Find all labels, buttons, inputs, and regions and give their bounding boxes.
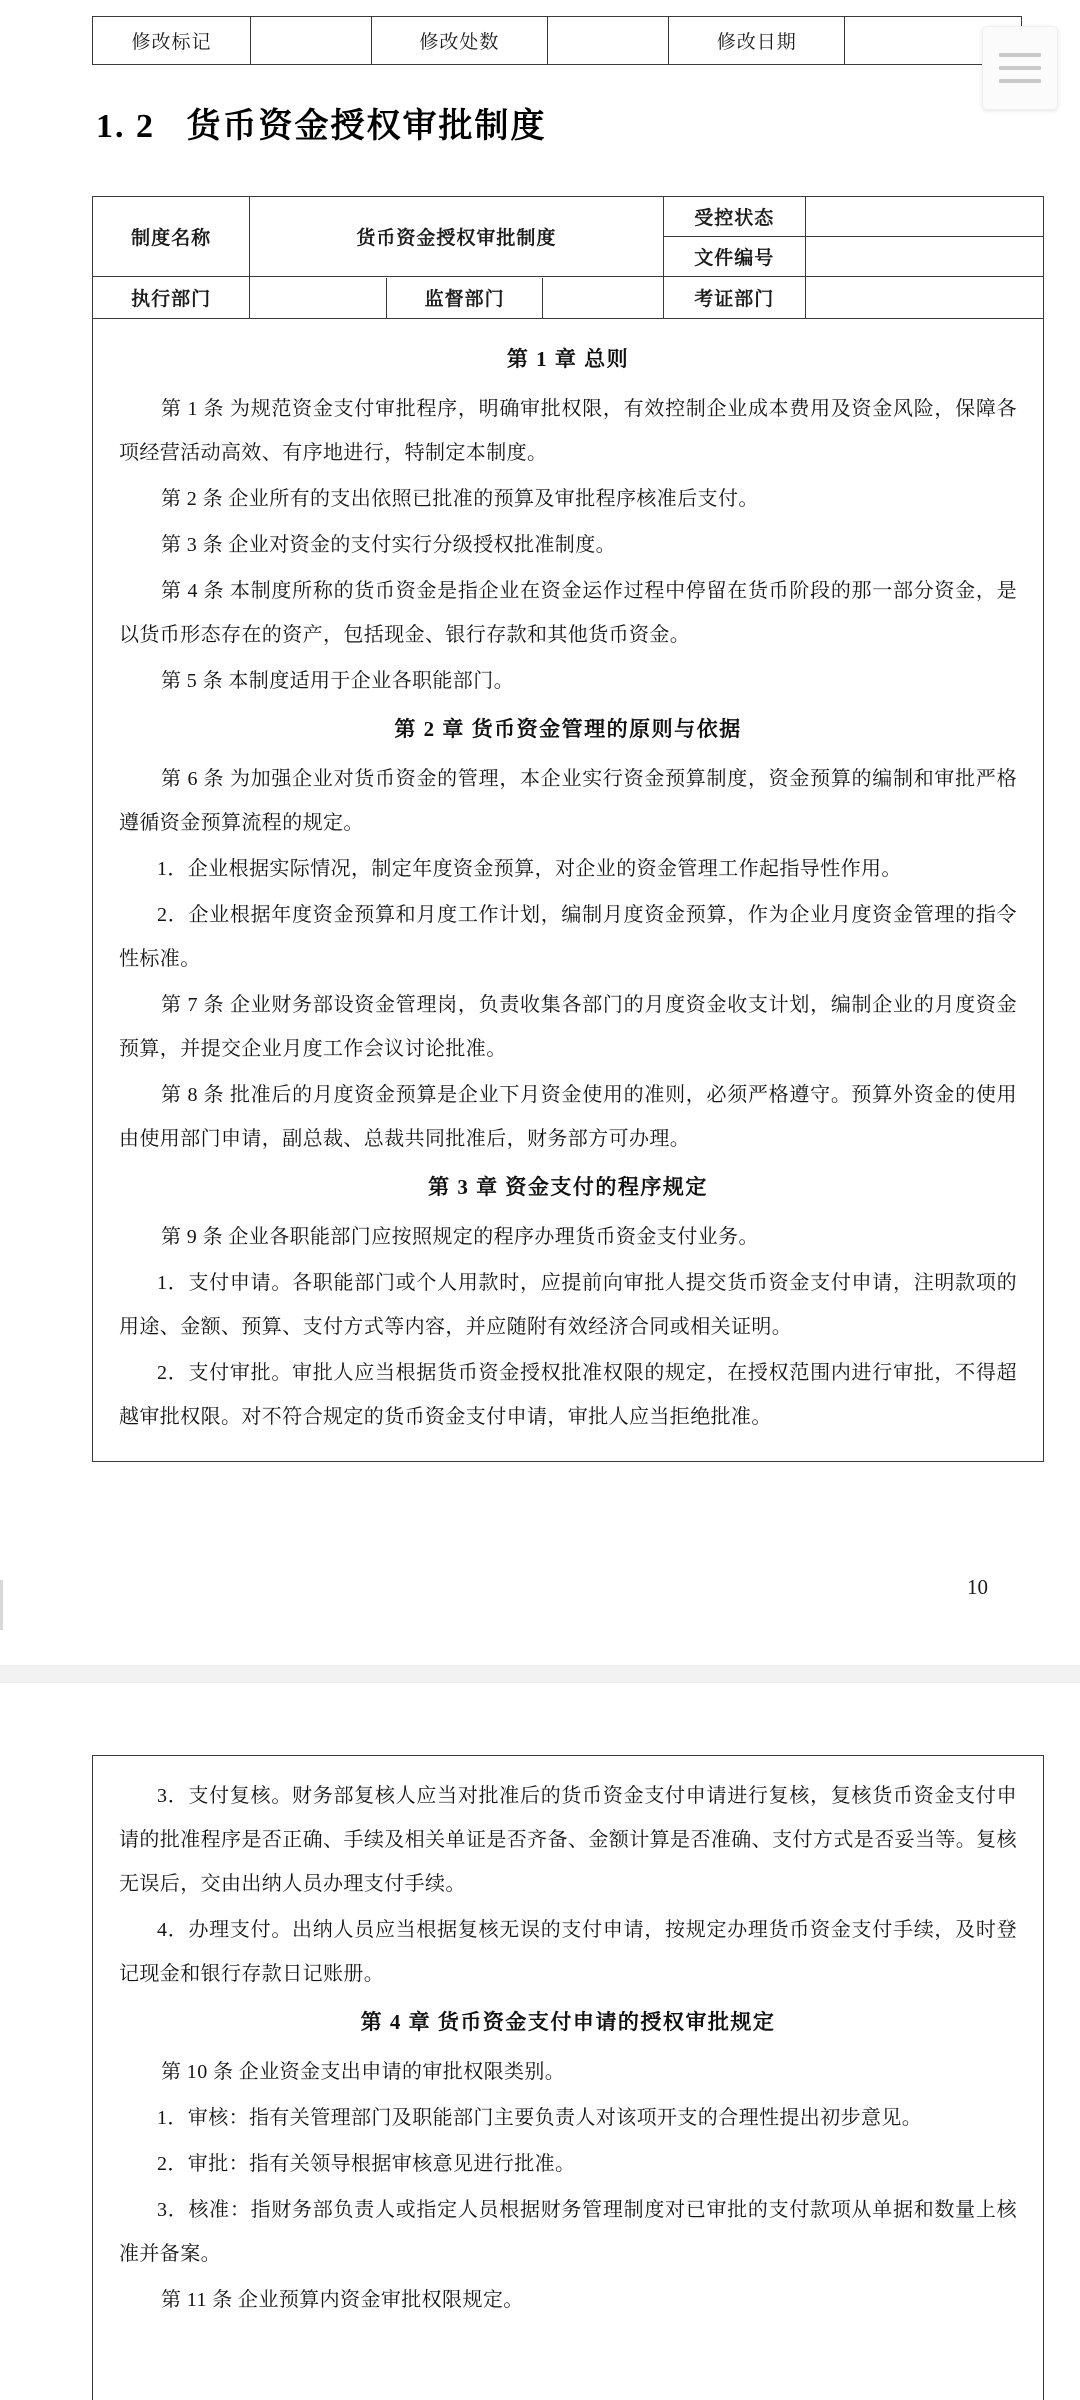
page-2-body xyxy=(93,1756,1043,2334)
document-body-frame-2 xyxy=(92,1755,1044,2400)
info-label-control-status: 受控状态 xyxy=(663,197,806,237)
revision-cell-count-label: 修改处数 xyxy=(371,17,548,65)
chapter-heading: 第 2 章 货币资金管理的原则与依据 xyxy=(394,717,742,741)
document-page-2 xyxy=(0,1683,1080,2400)
paragraph: 第 6 条 为加强企业对货币资金的管理，本企业实行资金预算制度，资金预算的编制和审批严格遵循资金预算流程的规定。 xyxy=(119,768,1017,834)
paragraph: 第 2 条 企业所有的支出依照已批准的预算及审批程序核准后支付。 xyxy=(161,488,759,510)
paragraph: 第 7 条 企业财务部设资金管理岗，负责收集各部门的月度资金收支计划，编制企业的月度资金预算，并提交企业月度工作会议讨论批准。 xyxy=(119,994,1017,1060)
paragraph: 第 5 条 本制度适用于企业各职能部门。 xyxy=(161,670,514,692)
list-item: 2．支付审批。审批人应当根据货币资金授权批准权限的规定，在授权范围内进行审批，不得超越审批权限。对不符合规定的货币资金支付申请，审批人应当拒绝批准。 xyxy=(119,1362,1017,1428)
revision-cell-mark-label: 修改标记 xyxy=(93,17,251,65)
chapter-heading: 第 3 章 资金支付的程序规定 xyxy=(428,1175,708,1199)
page-1-body xyxy=(93,319,1043,1461)
info-label-exec-dept: 执行部门 xyxy=(93,277,250,319)
revision-cell-mark-value xyxy=(250,17,371,65)
info-value-file-number xyxy=(806,237,1044,277)
chapter-heading: 第 1 章 总则 xyxy=(506,347,630,371)
paragraph: 第 3 条 企业对资金的支付实行分级授权批准制度。 xyxy=(161,534,616,556)
list-item: 3．核准：指财务部负责人或指定人员根据财务管理制度对已审批的支付款项从单据和数量上核准并备案。 xyxy=(119,2199,1017,2265)
page-title: 1. 2 货币资金授权审批制度 xyxy=(96,108,547,145)
scroll-edge-artifact xyxy=(0,1580,3,1630)
info-label-verify-dept: 考证部门 xyxy=(663,277,806,319)
hamburger-icon-bar xyxy=(999,79,1041,83)
info-value-system-name: 货币资金授权审批制度 xyxy=(250,197,663,277)
hamburger-icon-bar xyxy=(999,66,1041,70)
list-item: 1．支付申请。各职能部门或个人用款时，应提前向审批人提交货币资金支付申请，注明款项的用途、金额、预算、支付方式等内容，并应随附有效经济合同或相关证明。 xyxy=(119,1272,1017,1338)
list-item: 2．审批：指有关领导根据审核意见进行批准。 xyxy=(157,2153,576,2175)
list-item: 1．企业根据实际情况，制定年度资金预算，对企业的资金管理工作起指导性作用。 xyxy=(157,858,902,880)
paragraph: 第 9 条 企业各职能部门应按照规定的程序办理货币资金支付业务。 xyxy=(161,1226,759,1248)
info-label-system-name: 制度名称 xyxy=(93,197,250,277)
info-label-file-number: 文件编号 xyxy=(663,237,806,277)
info-label-supervise-dept: 监督部门 xyxy=(386,278,543,318)
list-item: 4．办理支付。出纳人员应当根据复核无误的支付申请，按规定办理货币资金支付手续，及时登记现金和银行存款日记账册。 xyxy=(119,1919,1017,1985)
info-table xyxy=(93,197,1043,319)
chapter-heading: 第 4 章 货币资金支付申请的授权审批规定 xyxy=(360,2010,776,2034)
document-body-frame xyxy=(92,196,1044,1462)
paragraph: 第 1 条 为规范资金支付审批程序，明确审批权限，有效控制企业成本费用及资金风险，保障各项经营活动高效、有序地进行，特制定本制度。 xyxy=(119,398,1017,464)
menu-button[interactable] xyxy=(982,26,1058,110)
info-value-control-status xyxy=(806,197,1044,237)
list-item: 1．审核：指有关管理部门及职能部门主要负责人对该项开支的合理性提出初步意见。 xyxy=(157,2107,923,2129)
info-row3-mid xyxy=(250,277,663,319)
page-separator xyxy=(0,1665,1080,1683)
paragraph: 第 8 条 批准后的月度资金预算是企业下月资金使用的准则，必须严格遵守。预算外资金的使用由使用部门申请，副总裁、总裁共同批准后，财务部方可办理。 xyxy=(119,1084,1017,1150)
info-value-exec-dept xyxy=(250,278,386,318)
list-item: 3．支付复核。财务部复核人应当对批准后的货币资金支付申请进行复核，复核货币资金支付申请的批准程序是否正确、手续及相关单证是否齐备、金额计算是否准确、支付方式是否妥当等。复核无误后，交由出纳人员办理支付手续。 xyxy=(119,1785,1017,1895)
info-value-verify-dept xyxy=(806,277,1044,319)
revision-cell-date-label: 修改日期 xyxy=(668,17,845,65)
paragraph: 第 11 条 企业预算内资金审批权限规定。 xyxy=(161,2289,524,2311)
info-value-supervise-dept xyxy=(543,278,663,318)
revision-cell-count-value xyxy=(548,17,669,65)
paragraph: 第 4 条 本制度所称的货币资金是指企业在资金运作过程中停留在货币阶段的那一部分资金，是以货币形态存在的资产，包括现金、银行存款和其他货币资金。 xyxy=(119,580,1017,646)
paragraph: 第 10 条 企业资金支出申请的审批权限类别。 xyxy=(161,2061,566,2083)
list-item: 2．企业根据年度资金预算和月度工作计划，编制月度资金预算，作为企业月度资金管理的指令性标准。 xyxy=(119,904,1017,970)
hamburger-icon-bar xyxy=(999,53,1041,57)
revision-table xyxy=(92,16,1022,65)
page-number: 10 xyxy=(967,1575,988,1599)
